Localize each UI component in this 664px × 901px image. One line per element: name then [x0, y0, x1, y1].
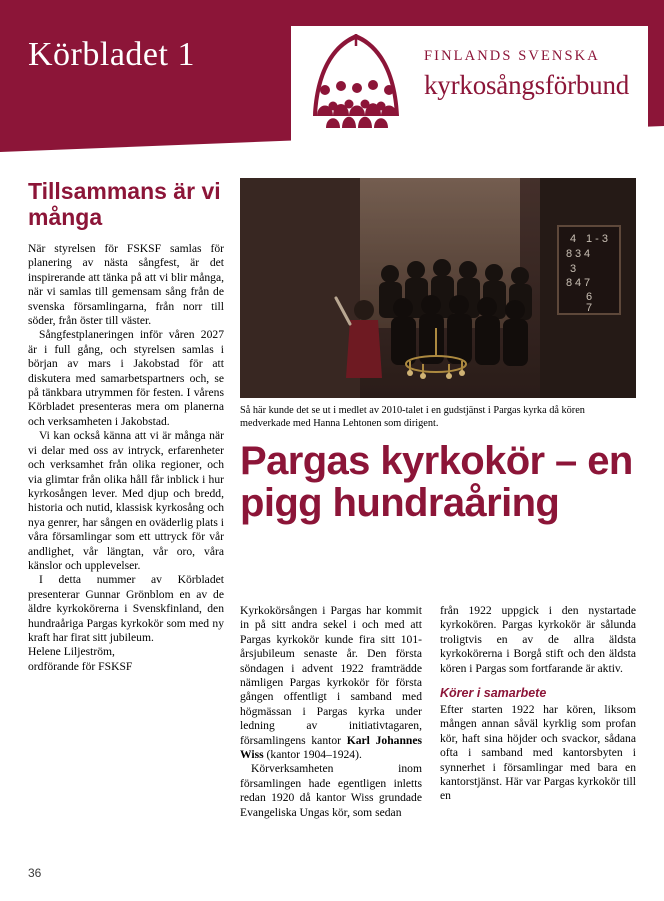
article-column-2	[440, 604, 636, 804]
svg-text:8: 8	[566, 248, 573, 260]
editorial-column	[28, 178, 224, 674]
article-body-2-intro	[440, 604, 636, 676]
editorial-body	[28, 242, 224, 674]
svg-text:7: 7	[586, 302, 593, 314]
page-number: 36	[28, 866, 42, 880]
paragraph: När styrelsen för FSKSF samlas för planering av nästa sångfest, är det inspirerande att tänka på att vi blir många, när vi samlas till gemensam sång från de svenska församlingarna, från norr till söder, från öster till väster.	[28, 242, 224, 328]
paragraph: Körverksamheten inom församlingen hade egentligen inletts redan 1920 då kantor Wiss grundade Evangeliska Ungas kör, som sedan	[240, 762, 422, 819]
photo-caption: Så här kunde det se ut i medlet av 2010-talet i en gudstjänst i Pargas kyrka då kören medverkade med Hanna Lehtonen som dirigent.	[240, 405, 585, 429]
choir-singers-under-arch-logo-icon	[301, 32, 411, 136]
editorial-signature	[28, 645, 224, 674]
svg-text:1 - 3: 1 - 3	[586, 233, 609, 245]
logo-line-1: FINLANDS SVENSKA	[424, 48, 600, 64]
choir-in-church-photo	[240, 178, 636, 398]
signature-role: ordförande för FSKSF	[28, 659, 133, 673]
svg-text:8: 8	[566, 277, 573, 289]
logo-wordmark	[424, 48, 639, 101]
article-subheading: Körer i samarbete	[440, 686, 547, 701]
organization-logo	[291, 26, 648, 144]
paragraph: Efter starten 1922 har kören, liksom mången annan såväl kyrklig som profan kör, haft sina höjder och svackor, sådana ofta i samband med kantorsbyten i synnerhet i församlingar med bara en kantorstjänst. Här var Pargas kyrkokör till en	[440, 703, 636, 803]
article-body-1	[240, 604, 422, 820]
svg-text:4: 4	[570, 233, 577, 245]
paragraph: I detta nummer av Körbladet presenterar Gunnar Grönblom en av de äldre kyrkokörerna i Svenskfinland, den hundraåriga Pargas kyrkokör som med ny kraft har firat sitt jubileum.	[28, 573, 224, 644]
paragraph: från 1922 uppgick i den nystartade kyrkokören. Pargas kyrkokör är sålunda troligtvis en av de allra äldsta kyrkokörerna i Borgå stift och den äldsta kören i Pargas som fortfarande är aktiv.	[440, 604, 636, 675]
publication-title: Körbladet 1	[28, 36, 195, 73]
svg-text:4: 4	[584, 248, 591, 260]
svg-text:7: 7	[584, 277, 591, 289]
svg-text:4: 4	[575, 277, 582, 289]
svg-text:3: 3	[575, 248, 582, 260]
article-body-2	[440, 703, 636, 804]
paragraph: Vi kan också känna att vi är många när vi delar med oss av intryck, erfarenheter och verksamhet från olika regioner, och via glimtar från olika håll får inblick i hur kyrkosången lever. Med djup och bredd, historia och nutid, klassisk kyrkosång och nya genrer, har sången en oväderlig plats i våra församlingar som ett uttryck för vår andlighet, vår längtan, vår oro, våra känslor och upplevelser.	[28, 429, 224, 572]
logo-line-2: kyrkosångsförbund	[424, 70, 630, 100]
svg-text:6: 6	[586, 291, 593, 303]
article-headline: Pargas kyrkokör – en pigg hundraåring	[240, 439, 633, 525]
svg-text:3: 3	[570, 263, 577, 275]
editorial-headline: Tillsammans är vi många	[28, 178, 221, 230]
masthead	[0, 0, 664, 160]
paragraph: Kyrkokörsången i Pargas har kommit in på sitt andra sekel i och med att Pargas kyrkokör kunde fira sitt 101-årsjubileum senaste år. Den första söndagen i advent 1922 framträdde nämligen Pargas kyrkokör för första gången offentligt i samband med högmässan i Pargas kyrka under ledning av initiativtagaren, församlingens kantor Karl Johannes Wiss (kantor 1904–1924).	[240, 604, 422, 762]
article-column-1	[240, 604, 422, 820]
paragraph: Sångfestplaneringen inför våren 2027 är i full gång, och styrelsen samlas i början av mars i Jakobstad för att diskutera med samarbetspartners och, se på tänkbara utrymmen för festen. I vårens Körbladet presenteras mera om planerna och verksamheten i Jakobstad.	[28, 328, 224, 428]
signature-name: Helene Liljeström,	[28, 645, 115, 659]
